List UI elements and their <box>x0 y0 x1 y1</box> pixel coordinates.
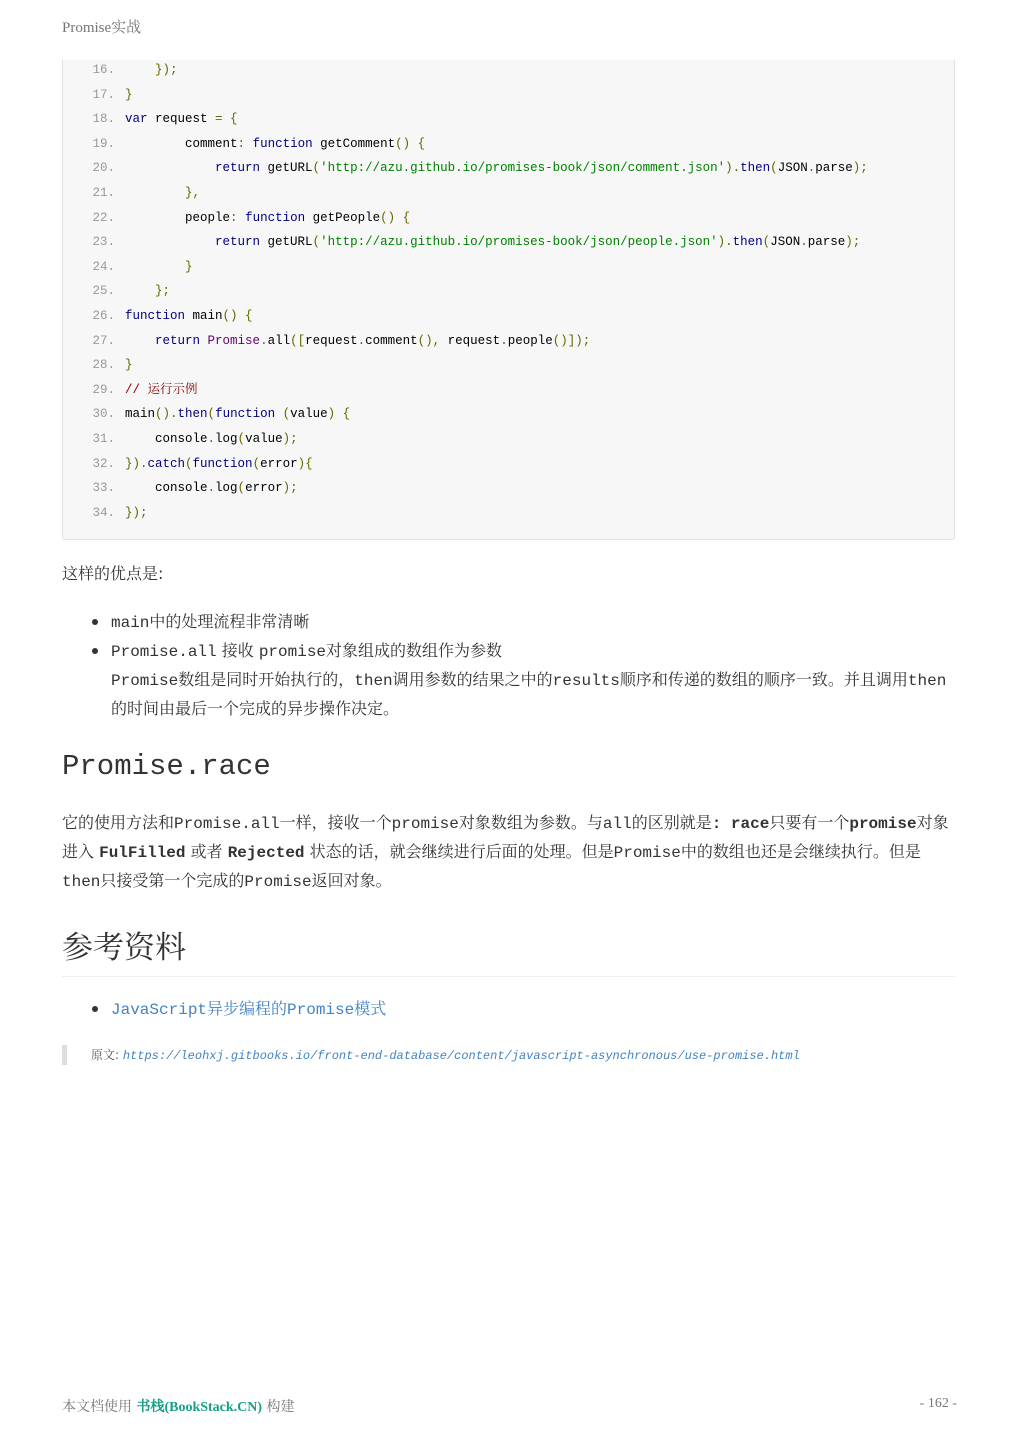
source-quote <box>62 1045 800 1065</box>
code-line: 33. console.log(error); <box>92 481 298 496</box>
advantages-intro: 这样的优点是: <box>62 564 164 583</box>
section-heading-references: 参考资料 <box>62 930 186 966</box>
reference-link[interactable]: JavaScript异步编程的Promise模式 <box>111 1001 387 1019</box>
code-line: 29. // 运行示例 <box>92 382 198 397</box>
code-line: 21. }, <box>92 186 201 200</box>
code-line: 31. console.log(value); <box>92 432 298 446</box>
references-list <box>62 995 955 1024</box>
list-item: main中的处理流程非常清晰 <box>62 608 955 637</box>
source-label: 原文: <box>91 1048 120 1062</box>
advantages-list <box>62 608 955 723</box>
code-line: 32. }).catch(function(error){ <box>92 456 313 471</box>
code-line: 26. function main() { <box>92 309 253 323</box>
code-line: 23. return getURL('http://azu.github.io/promises-book/json/people.json').then(JSON.parse); <box>92 235 861 250</box>
code-line: 25. }; <box>92 284 171 299</box>
code-line: 19. comment: function getComment() { <box>92 136 426 151</box>
code-line: 27. return Promise.all([request.comment(), request.people()]); <box>92 333 591 348</box>
list-item <box>62 995 955 1024</box>
section-heading-promise-race: Promise.race <box>62 750 271 783</box>
source-url[interactable]: https://leohxj.gitbooks.io/front-end-database/content/javascript-asynchronous/use-promise.html <box>122 1049 800 1063</box>
code-line: 22. people: function getPeople() { <box>92 210 411 225</box>
list-item: Promise.all 接收 promise对象组成的数组作为参数 Promise数组是同时开始执行的，then调用参数的结果之中的results顺序和传递的数组的顺序一致。并且调用then的时间由最后一个完成的异步操作决定。 <box>62 637 955 723</box>
footer-brand-link[interactable]: 书栈(BookStack.CN) <box>136 1400 263 1415</box>
code-line: 16. }); <box>92 63 178 77</box>
code-line: 28. } <box>92 358 133 373</box>
heading-divider <box>62 976 955 977</box>
code-block <box>62 60 955 540</box>
race-paragraph: 它的使用方法和Promise.all一样，接收一个promise对象数组为参数。与all的区别就是: race只要有一个promise对象进入 FulFilled 或者 Rejected 状态的话，就会继续进行后面的处理。但是Promise中的数组也还是会继续执行。但是then只接受第一个完成的Promise返回对象。 <box>62 813 949 891</box>
code-line: 24. } <box>92 259 193 274</box>
code-line: 30. main().then(function (value) { <box>92 407 351 422</box>
code-line: 17. } <box>92 87 133 102</box>
code-line: 20. return getURL('http://azu.github.io/promises-book/json/comment.json').then(JSON.parse); <box>92 161 868 176</box>
code-line: 34. }); <box>92 505 148 520</box>
running-header: Promise实战 <box>62 20 142 36</box>
page-number: - 162 - <box>919 1396 957 1411</box>
code-line: 18. var request = { <box>92 112 238 127</box>
footer-credit: 本文档使用 书栈(BookStack.CN) 构建 <box>62 1399 295 1415</box>
